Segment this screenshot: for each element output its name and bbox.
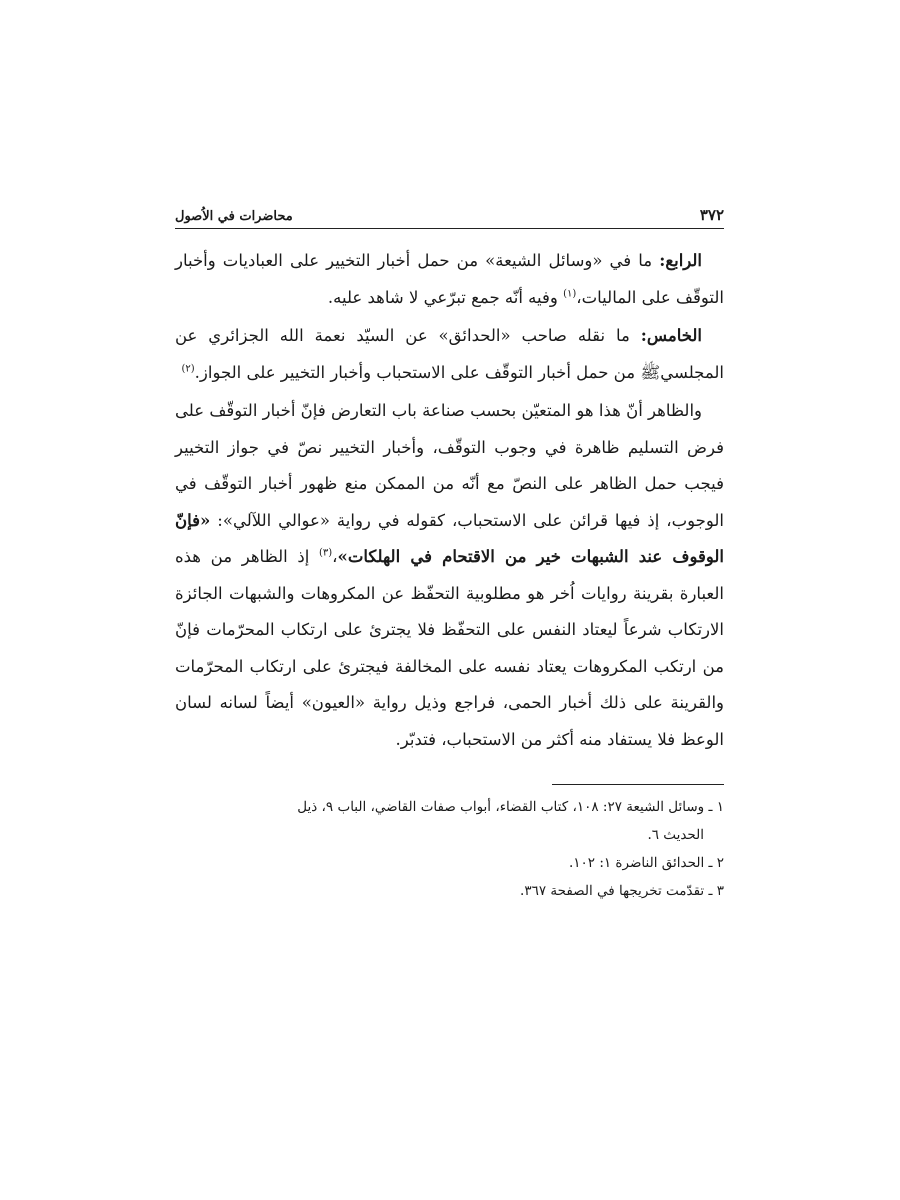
footnote-text: ١ ـ وسائل الشيعة ٢٧: ١٠٨، كتاب القضاء، أبواب صفات القاضي، الباب ٩، ذيل	[297, 799, 724, 815]
hadith-quote: «فإنّ الوقوف عند الشبهات خير من الاقتحام في الهلكات»	[175, 510, 724, 566]
paragraph-fourth-view	[175, 243, 724, 316]
paragraph-text-tail: إذ الظاهر من هذه العبارة بقرينة روايات اُخر هو مطلوبية التحفّظ عن المكروهات والشبهات الجائزة الارتكاب شرعاً ليعتاد النفس على التحفّظ فلا يجترئ على ارتكاب المحرّمات فإنّ من ارتكب المكروهات يعتاد نفسه على المخالفة فيجترئ على ارتكاب المحرّمات والقرينة على ذلك أخبار الحمى، فراجع وذيل رواية «العيون» أيضاً لسانه لسان الوعظ فلا يستفاد منه أكثر من الاستحباب، فتدبّر.	[175, 547, 724, 749]
paragraph-lead: الرابع:	[659, 251, 702, 270]
footnote-ref-2[interactable]: (٢)	[181, 363, 195, 374]
page	[175, 198, 724, 905]
paragraph-fifth-view	[175, 318, 724, 391]
footnote-ref-1[interactable]: (١)	[563, 288, 577, 299]
paragraph-text: ما نقله صاحب «الحدائق» عن السيّد نعمة الله الجزائري عن المجلسي	[175, 326, 724, 382]
paragraph-lead: الخامس:	[640, 326, 702, 345]
footnote-ref-3[interactable]: (٣)	[318, 547, 333, 559]
paragraph-argument	[175, 393, 724, 758]
footnote-text-cont: الحديث ٦.	[647, 827, 704, 843]
footnote-2: ٢ ـ الحدائق الناضرة ١: ١٠٢.	[568, 855, 724, 871]
footnote-1	[175, 793, 724, 849]
book-title: محاضرات في الاُصول	[175, 209, 293, 224]
punctuation: ،	[332, 547, 338, 566]
footnote-divider	[552, 784, 724, 785]
footnote-3: ٣ ـ تقدّمت تخريجها في الصفحة ٣٦٧.	[520, 883, 724, 899]
running-head	[175, 198, 724, 229]
paragraph-text-tail: وفيه أنّه جمع تبرّعي لا شاهد عليه.	[327, 287, 564, 307]
paragraph-text: والظاهر أنّ هذا هو المتعيّن بحسب صناعة باب التعارض فإنّ أخبار التوقّف على فرض التسليم ظاهرة في وجوب التوقّف، وأخبار التخيير نصّ في جواز التخيير فيجب حمل الظاهر على النصّ مع أنّه من الممكن منع ظهور أخبار التوقّف في الوجوب، إذ فيها قرائن على الاستحباب، كقوله في رواية «عوالي اللآلي»:	[175, 401, 724, 530]
paragraph-text-cont: من حمل أخبار التوقّف على الاستحباب وأخبار التخيير على الجواز.	[194, 362, 641, 382]
main-text	[175, 243, 724, 758]
footnotes	[175, 793, 724, 905]
page-number: ٣٧٢	[699, 206, 724, 224]
honorific-symbol: ﷺ	[640, 362, 661, 382]
paragraph-text: ما في «وسائل الشيعة» من حمل أخبار التخيير على العباديات وأخبار التوقّف على الماليات،	[175, 251, 724, 307]
